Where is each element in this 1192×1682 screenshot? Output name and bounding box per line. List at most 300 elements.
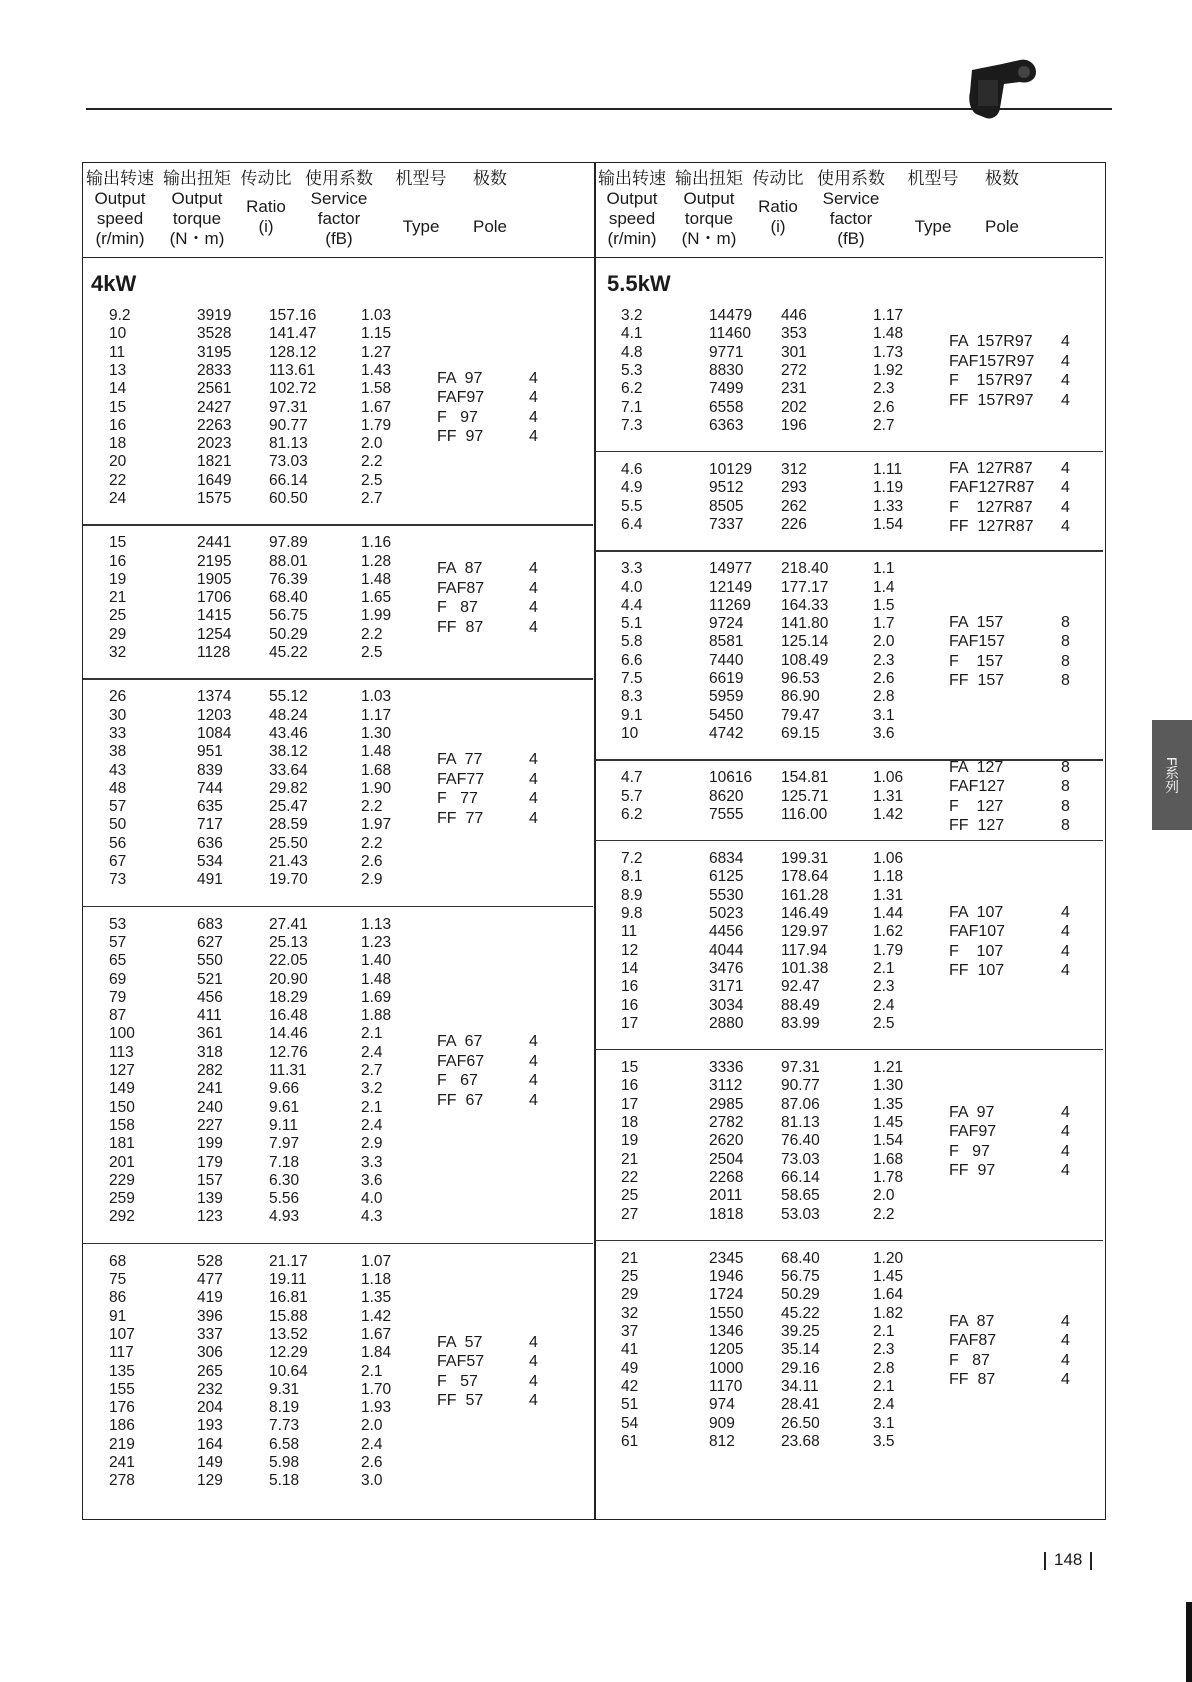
torque-cell: 9724 [709,615,744,633]
table-row [595,1360,1103,1378]
ratio-cell: 56.75 [781,1268,820,1286]
ratio-cell: 446 [781,307,807,324]
type-name: F 57 [437,1372,478,1390]
torque-cell: 123 [197,1208,223,1226]
torque-cell: 337 [197,1325,223,1343]
service-factor-cell: 2.6 [873,670,895,688]
type-name: FAF77 [437,770,485,788]
service-factor-cell: 1.65 [361,589,392,607]
page-number [1036,1550,1100,1570]
service-factor-cell: 1.42 [361,1307,392,1325]
header-cn-label: 输出扭矩 [163,169,231,188]
speed-cell: 5.3 [621,361,643,379]
service-factor-cell: 1.48 [873,325,904,343]
pole-value: 4 [1061,1123,1070,1141]
table-row [83,725,593,743]
torque-cell: 14977 [709,560,753,578]
header-en-label: Ratio [758,197,798,216]
ratio-cell: 164.33 [781,596,829,614]
torque-cell: 10616 [709,769,753,787]
torque-cell: 1550 [709,1304,744,1322]
torque-cell: 456 [197,988,223,1006]
pole-value: 4 [1061,942,1070,960]
ratio-cell: 29.82 [269,779,308,797]
service-factor-cell: 1.03 [361,688,392,706]
type-name: FF 87 [437,618,484,636]
edge-bar [1186,1602,1192,1682]
specs-table [82,162,1106,1520]
torque-cell: 2263 [197,416,232,434]
speed-cell: 25 [621,1268,639,1286]
pole-value: 4 [529,1372,538,1390]
service-factor-cell: 2.3 [873,978,895,996]
service-factor-cell: 2.8 [873,1359,895,1377]
service-factor-cell: 2.4 [361,1043,383,1061]
header-en-label: Ratio [246,197,286,216]
table-row [595,1132,1103,1150]
type-name: FF 77 [437,809,484,827]
header-cell-left-0 [83,169,157,249]
torque-cell: 11269 [709,596,751,614]
ratio-cell: 9.66 [269,1080,300,1098]
pole-value: 4 [529,618,538,636]
ratio-cell: 117.94 [781,941,828,959]
header-cell-left-4 [383,169,459,237]
service-factor-cell: 4.3 [361,1208,383,1226]
speed-cell: 176 [109,1399,135,1417]
speed-cell: 9.1 [621,706,643,724]
torque-cell: 1415 [197,607,232,625]
service-factor-cell: 1.30 [361,724,392,742]
table-row [83,399,593,417]
torque-cell: 744 [197,779,223,797]
service-factor-cell: 3.1 [873,706,895,724]
ratio-cell: 141.47 [269,325,317,343]
torque-cell: 2985 [709,1095,744,1113]
service-factor-cell: 1.23 [361,933,392,951]
model-group [595,1246,1103,1473]
ratio-cell: 7.73 [269,1417,300,1435]
speed-cell: 15 [109,398,127,416]
speed-cell: 278 [109,1472,135,1490]
pole-value: 4 [1061,333,1070,351]
ratio-cell: 69.15 [781,724,820,742]
header-cn-label: 使用系数 [817,169,885,188]
header-en-label: torque [172,209,222,228]
ratio-cell: 10.64 [269,1362,308,1380]
pole-value: 4 [1061,1103,1070,1121]
ratio-cell: 76.39 [269,570,308,588]
torque-cell: 282 [197,1062,223,1080]
speed-cell: 65 [109,952,127,970]
service-factor-cell: 2.4 [873,1396,895,1414]
service-factor-cell: 1.30 [873,1077,904,1095]
table-row [83,1289,593,1307]
speed-cell: 186 [109,1417,135,1435]
header-cell-right-2 [749,169,807,237]
pole-value: 8 [1061,758,1070,776]
speed-cell: 4.8 [621,343,643,361]
ratio-cell: 73.03 [269,453,308,471]
speed-cell: 10 [621,724,639,742]
header-en-label: Type [914,217,952,236]
pole-value: 4 [529,751,538,769]
ratio-cell: 45.22 [781,1304,820,1322]
model-group [595,303,1103,457]
model-group [83,912,593,1249]
header-cn-label: 极数 [985,169,1019,188]
page-number-bar-left [1044,1552,1046,1570]
table-row [595,1206,1103,1224]
service-factor-cell: 1.62 [873,923,904,941]
service-factor-cell: 3.3 [361,1153,383,1171]
pole-value: 4 [529,770,538,788]
speed-cell: 113 [109,1043,134,1061]
service-factor-cell: 1.73 [873,343,904,361]
torque-cell: 839 [197,761,223,779]
service-factor-cell: 1.54 [873,1132,904,1150]
ratio-cell: 7.97 [269,1135,300,1153]
speed-cell: 18 [109,435,127,453]
service-factor-cell: 2.1 [361,1362,383,1380]
table-row [83,780,593,798]
speed-cell: 73 [109,871,127,889]
speed-cell: 16 [109,416,127,434]
header-en-label: factor [317,209,361,228]
pole-value: 8 [1061,778,1070,796]
table-row [83,1172,593,1190]
table-row [83,816,593,834]
table-row [595,579,1103,597]
type-name: FF 127R87 [949,518,1034,536]
header-cn-label: 机型号 [907,169,959,188]
torque-cell: 8505 [709,497,744,515]
ratio-cell: 83.99 [781,1014,820,1032]
ratio-cell: 97.31 [269,398,308,416]
ratio-cell: 12.29 [269,1344,308,1362]
torque-cell: 179 [197,1153,223,1171]
torque-cell: 5530 [709,886,744,904]
ratio-cell: 113.61 [269,361,316,379]
ratio-cell: 262 [781,497,807,515]
model-group [595,758,1103,846]
service-factor-cell: 1.92 [873,361,904,379]
torque-cell: 306 [197,1344,223,1362]
service-factor-cell: 2.7 [873,416,895,434]
service-factor-cell: 1.33 [873,497,904,515]
speed-cell: 3.3 [621,560,643,578]
speed-cell: 17 [621,1095,639,1113]
header-en-label: torque [684,209,734,228]
pole-value: 4 [1061,1162,1070,1180]
pole-value: 4 [1061,372,1070,390]
service-factor-cell: 1.68 [361,761,392,779]
speed-cell: 14 [109,380,127,398]
table-row [595,1151,1103,1169]
torque-cell: 10129 [709,461,753,479]
pole-value: 4 [1061,962,1070,980]
speed-cell: 4.0 [621,578,643,596]
service-factor-cell: 2.2 [873,1205,895,1223]
service-factor-cell: 3.6 [873,724,895,742]
speed-cell: 16 [621,978,639,996]
group-divider [83,524,593,525]
ratio-cell: 6.30 [269,1171,300,1189]
speed-cell: 135 [109,1362,135,1380]
speed-cell: 107 [109,1325,135,1343]
service-factor-cell: 2.9 [361,1135,383,1153]
table-row [595,670,1103,688]
speed-cell: 6.2 [621,805,643,823]
ratio-cell: 272 [781,361,807,379]
ratio-cell: 53.03 [781,1205,820,1223]
header-en-label: (fB) [837,229,865,248]
speed-cell: 19 [621,1132,639,1150]
table-row [595,850,1103,868]
ratio-cell: 25.47 [269,798,308,816]
type-name: F 127 [949,797,1004,815]
service-factor-cell: 1.40 [361,952,392,970]
ratio-cell: 76.40 [781,1132,820,1150]
header-cn-label: 极数 [473,169,507,188]
ratio-cell: 90.77 [781,1077,820,1095]
speed-cell: 25 [621,1187,639,1205]
ratio-cell: 97.31 [781,1059,820,1077]
speed-cell: 16 [621,1077,639,1095]
ratio-cell: 81.13 [781,1114,820,1132]
header-cell-left-5 [467,169,513,237]
service-factor-cell: 1.16 [361,534,392,552]
torque-cell: 7337 [709,515,744,533]
torque-cell: 164 [197,1435,223,1453]
speed-cell: 155 [109,1380,135,1398]
pole-value: 4 [1061,352,1070,370]
speed-cell: 7.3 [621,416,643,434]
ratio-cell: 8.19 [269,1399,300,1417]
group-divider [83,1243,593,1244]
table-row [595,1433,1103,1451]
service-factor-cell: 3.2 [361,1080,383,1098]
service-factor-cell: 1.20 [873,1249,904,1267]
service-factor-cell: 1.31 [873,787,904,805]
torque-cell: 812 [709,1432,735,1450]
service-factor-cell: 1.97 [361,816,392,834]
table-row [595,307,1103,325]
ratio-cell: 60.50 [269,490,308,507]
header-en-label: (fB) [325,229,353,248]
service-factor-cell: 1.03 [361,307,392,324]
ratio-cell: 23.68 [781,1432,820,1450]
header-en-label: Pole [472,217,508,236]
service-factor-cell: 3.6 [361,1171,383,1189]
service-factor-cell: 2.0 [873,633,895,651]
speed-cell: 16 [109,552,127,570]
torque-cell: 265 [197,1362,223,1380]
type-name: FF 107 [949,962,1005,980]
table-row [83,453,593,471]
ratio-cell: 218.40 [781,560,829,578]
service-factor-cell: 1.17 [361,706,392,724]
torque-cell: 8581 [709,633,744,651]
speed-cell: 37 [621,1323,639,1341]
speed-cell: 91 [109,1307,127,1325]
speed-cell: 5.8 [621,633,643,651]
table-row [83,1117,593,1135]
table-row [595,652,1103,670]
torque-cell: 534 [197,853,223,871]
service-factor-cell: 1.99 [361,607,392,625]
torque-cell: 1818 [709,1205,744,1223]
torque-cell: 9771 [709,343,744,361]
ratio-cell: 146.49 [781,905,829,923]
pole-value: 4 [1061,1312,1070,1330]
service-factor-cell: 2.2 [361,625,383,643]
table-row [83,362,593,380]
service-factor-cell: 2.5 [361,644,383,662]
ratio-cell: 96.53 [781,670,820,688]
ratio-cell: 22.05 [269,952,308,970]
ratio-cell: 293 [781,479,807,497]
page-number-value: 148 [1054,1550,1083,1569]
ratio-cell: 50.29 [269,625,308,643]
service-factor-cell: 1.82 [873,1304,904,1322]
ratio-cell: 43.46 [269,724,308,742]
torque-cell: 1575 [197,490,232,507]
speed-cell: 181 [109,1135,135,1153]
group-divider [83,906,593,907]
service-factor-cell: 1.21 [873,1059,904,1077]
table-row [83,1454,593,1472]
type-name: FA 157R97 [949,333,1033,351]
speed-cell: 5.5 [621,497,643,515]
pole-value: 4 [529,1091,538,1109]
service-factor-cell: 1.79 [873,941,904,959]
torque-cell: 909 [709,1414,735,1432]
type-name: FA 87 [949,1312,995,1330]
torque-cell: 2441 [197,534,232,552]
speed-cell: 219 [109,1435,135,1453]
table-row [83,534,593,552]
power-label-5-5kw: 5.5kW [607,271,671,296]
pole-value: 4 [1061,459,1070,477]
ratio-cell: 68.40 [269,589,308,607]
table-row [83,472,593,490]
table-row [595,806,1103,824]
speed-cell: 43 [109,761,127,779]
torque-cell: 11460 [709,325,751,343]
pole-value: 4 [529,408,538,426]
table-row [595,688,1103,706]
pole-value: 4 [529,809,538,827]
header-cell-right-3 [809,169,893,249]
ratio-cell: 86.90 [781,688,820,706]
table-row [595,417,1103,435]
table-row [83,607,593,625]
service-factor-cell: 1.93 [361,1399,392,1417]
service-factor-cell: 1.42 [873,805,904,823]
torque-cell: 5023 [709,905,744,923]
service-factor-cell: 1.27 [361,343,392,361]
pole-value: 4 [1061,903,1070,921]
ratio-cell: 26.50 [781,1414,820,1432]
type-name: FAF127R87 [949,479,1035,497]
torque-cell: 683 [197,915,223,933]
table-row [83,1363,593,1381]
service-factor-cell: 2.6 [873,398,895,416]
table-row [595,1096,1103,1114]
speed-cell: 24 [109,490,127,507]
torque-cell: 521 [197,970,223,988]
service-factor-cell: 1.17 [873,307,904,324]
service-factor-cell: 3.5 [873,1432,895,1450]
service-factor-cell: 2.2 [361,834,383,852]
speed-cell: 54 [621,1414,639,1432]
page-number-bar-right [1090,1552,1092,1570]
table-row [83,762,593,780]
ratio-cell: 9.11 [269,1116,299,1134]
service-factor-cell: 1.5 [873,596,895,614]
pole-value: 4 [1061,1332,1070,1350]
table-row [83,1208,593,1226]
header-cn-label: 使用系数 [305,169,373,188]
model-group [83,530,593,684]
ratio-cell: 4.93 [269,1208,300,1226]
pole-value: 4 [529,1052,538,1070]
pole-value: 4 [1061,923,1070,941]
torque-cell: 2023 [197,435,232,453]
table-row [83,952,593,970]
torque-cell: 227 [197,1116,223,1134]
type-name: FAF157 [949,633,1006,651]
table-row [83,1308,593,1326]
ratio-cell: 45.22 [269,644,308,662]
ratio-cell: 66.14 [269,471,308,489]
service-factor-cell: 1.88 [361,1007,392,1025]
torque-cell: 951 [197,743,223,761]
ratio-cell: 7.18 [269,1153,300,1171]
power-label-4kw: 4kW [91,271,137,296]
table-row [83,798,593,816]
ratio-cell: 19.11 [269,1271,307,1289]
speed-cell: 16 [621,996,639,1014]
table-row [595,1187,1103,1205]
service-factor-cell: 1.07 [361,1252,392,1270]
type-name: FAF87 [437,579,485,597]
torque-cell: 396 [197,1307,223,1325]
torque-cell: 5959 [709,688,744,706]
type-name: FA 97 [437,369,483,387]
type-name: FF 97 [949,1162,996,1180]
torque-cell: 14479 [709,307,753,324]
type-name: FF 57 [437,1392,484,1410]
torque-cell: 1946 [709,1268,744,1286]
torque-cell: 3476 [709,959,744,977]
pole-value: 4 [529,1072,538,1090]
torque-cell: 5450 [709,706,744,724]
torque-cell: 3195 [197,343,232,361]
ratio-cell: 81.13 [269,435,308,453]
table-row [595,769,1103,787]
torque-cell: 2620 [709,1132,744,1150]
speed-cell: 33 [109,724,127,742]
torque-cell: 2345 [709,1249,744,1267]
speed-cell: 5.7 [621,787,643,805]
torque-cell: 1084 [197,724,232,742]
speed-cell: 19 [109,570,127,588]
service-factor-cell: 2.8 [873,688,895,706]
speed-cell: 100 [109,1025,135,1043]
service-factor-cell: 1.69 [361,988,392,1006]
